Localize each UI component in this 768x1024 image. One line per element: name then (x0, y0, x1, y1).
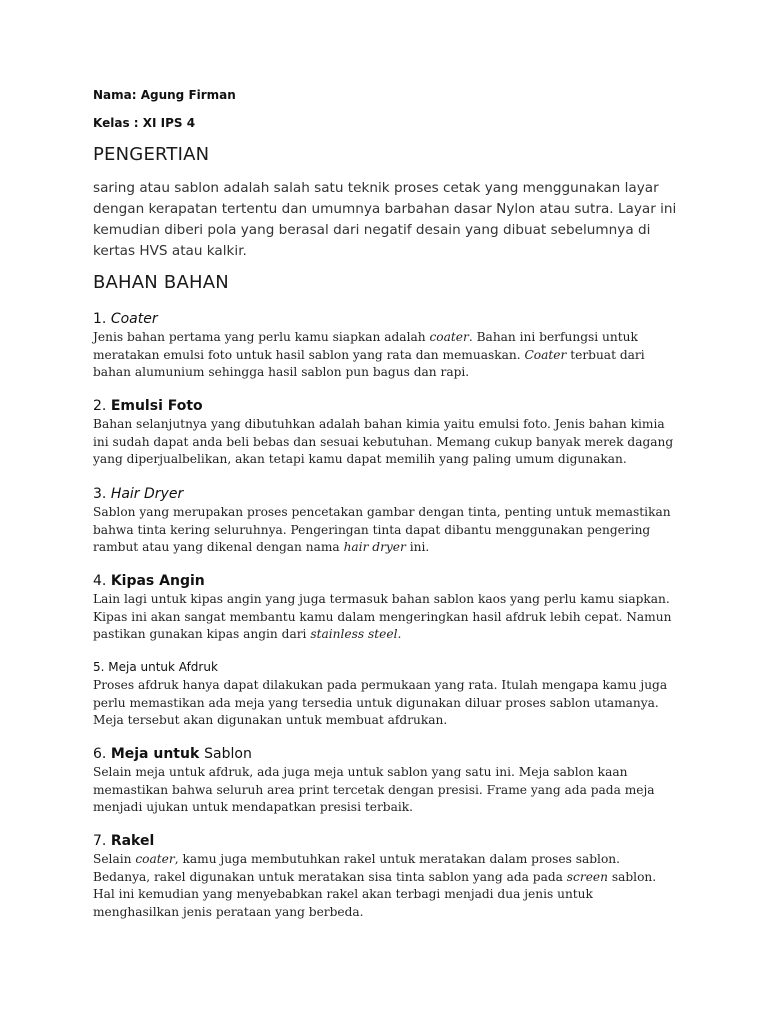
item-title: 5. Meja untuk Afdruk (93, 660, 218, 674)
student-class: Kelas : XI IPS 4 (93, 116, 196, 130)
item-body (93, 416, 683, 469)
heading-pengertian: PENGERTIAN (93, 144, 210, 165)
body-line: Selain coater, kamu juga membutuhkan rakel untuk meratakan dalam proses sablon. (93, 852, 621, 866)
bahan-item-meja-sablon (93, 744, 683, 817)
body-line: rambut atau yang dikenal dengan nama hair dryer ini. (93, 540, 430, 554)
body-line: Hal ini kemudian yang menyebabkan rakel akan terbagi menjadi dua jenis untuk (93, 887, 593, 901)
body-line: Lain lagi untuk kipas angin yang juga termasuk bahan sablon kaos yang perlu kamu siapkan. (93, 592, 670, 606)
item-body (93, 851, 683, 921)
paragraph-line: kemudian diberi pola yang berasal dari negatif desain yang dibuat sebelumnya di (93, 222, 651, 238)
paragraph-line: dengan kerapatan tertentu dan umumnya barbahan dasar Nylon atau sutra. Layar ini (93, 201, 677, 217)
item-title: 6. Meja untuk Sablon (93, 746, 252, 762)
heading-bahan-bahan: BAHAN BAHAN (93, 272, 229, 293)
bahan-item-kipas-angin (93, 571, 683, 644)
body-line: meratakan emulsi foto untuk hasil sablon yang rata dan memuaskan. Coater terbuat dari (93, 347, 645, 362)
body-line: menghasilkan jenis perataan yang berbeda. (93, 904, 364, 919)
item-title: 3. Hair Dryer (93, 486, 184, 502)
body-line: Selain meja untuk afdruk, ada juga meja untuk sablon yang satu ini. Meja sablon kaan (93, 765, 628, 779)
body-line: Kipas ini akan sangat membantu kamu dalam mengeringkan hasil afdruk lebih cepat. Namun (93, 609, 672, 624)
bahan-item-meja-afdruk (93, 657, 683, 730)
bahan-item-rakel (93, 831, 683, 921)
item-title: 4. Kipas Angin (93, 573, 205, 589)
body-line: memastikan bahwa seluruh area print tercetak dengan presisi. Frame yang ada pada meja (93, 782, 655, 797)
body-line: yang diperjualbelikan, akan tetapi kamu dapat memilih yang paling umum digunakan. (93, 452, 627, 466)
bahan-item-coater (93, 309, 683, 382)
body-line: Meja tersebut akan digunakan untuk membuat afdrukan. (93, 713, 448, 727)
body-line: bahan alumunium sehingga hasil sablon pun bagus dan rapi. (93, 365, 470, 379)
body-line: Proses afdruk hanya dapat dilakukan pada permukaan yang rata. Itulah mengapa kamu juga (93, 678, 668, 692)
paragraph-line: saring atau sablon adalah salah satu teknik proses cetak yang menggunakan layar (93, 180, 659, 196)
body-line: pastikan gunakan kipas angin dari stainless steel. (93, 627, 402, 641)
bahan-item-hair-dryer (93, 484, 683, 557)
item-body (93, 764, 683, 817)
bahan-item-emulsi-foto (93, 396, 683, 469)
item-body (93, 677, 683, 730)
body-line: Bedanya, rakel digunakan untuk meratakan sisa tinta sablon yang ada pada screen sablon. (93, 869, 657, 884)
body-line: perlu memastikan ada meja yang tersedia untuk digunakan diluar proses sablon utamanya. (93, 695, 659, 710)
item-body (93, 504, 683, 557)
body-line: ini sudah dapat anda beli bebas dan sesuai kebutuhan. Memang cukup banyak merek dagang (93, 434, 674, 449)
paragraph-line: kertas HVS atau kalkir. (93, 243, 247, 259)
item-title: 1. Coater (93, 311, 158, 327)
student-name: Nama: Agung Firman (93, 88, 236, 102)
pengertian-paragraph (93, 178, 693, 262)
body-line: bahwa tinta kering seluruhnya. Pengeringan tinta dapat dibantu menggunakan pengering (93, 522, 651, 537)
body-line: Bahan selanjutnya yang dibutuhkan adalah bahan kimia yaitu emulsi foto. Jenis bahan kimia (93, 417, 665, 431)
item-body (93, 591, 683, 644)
body-line: Jenis bahan pertama yang perlu kamu siapkan adalah coater. Bahan ini berfungsi untuk (93, 330, 638, 344)
item-body (93, 329, 683, 382)
body-line: Sablon yang merupakan proses pencetakan gambar dengan tinta, penting untuk memastikan (93, 505, 671, 519)
item-title: 2. Emulsi Foto (93, 398, 203, 414)
item-title: 7. Rakel (93, 833, 155, 849)
body-line: menjadi ujukan untuk mendapatkan presisi terbaik. (93, 800, 413, 814)
